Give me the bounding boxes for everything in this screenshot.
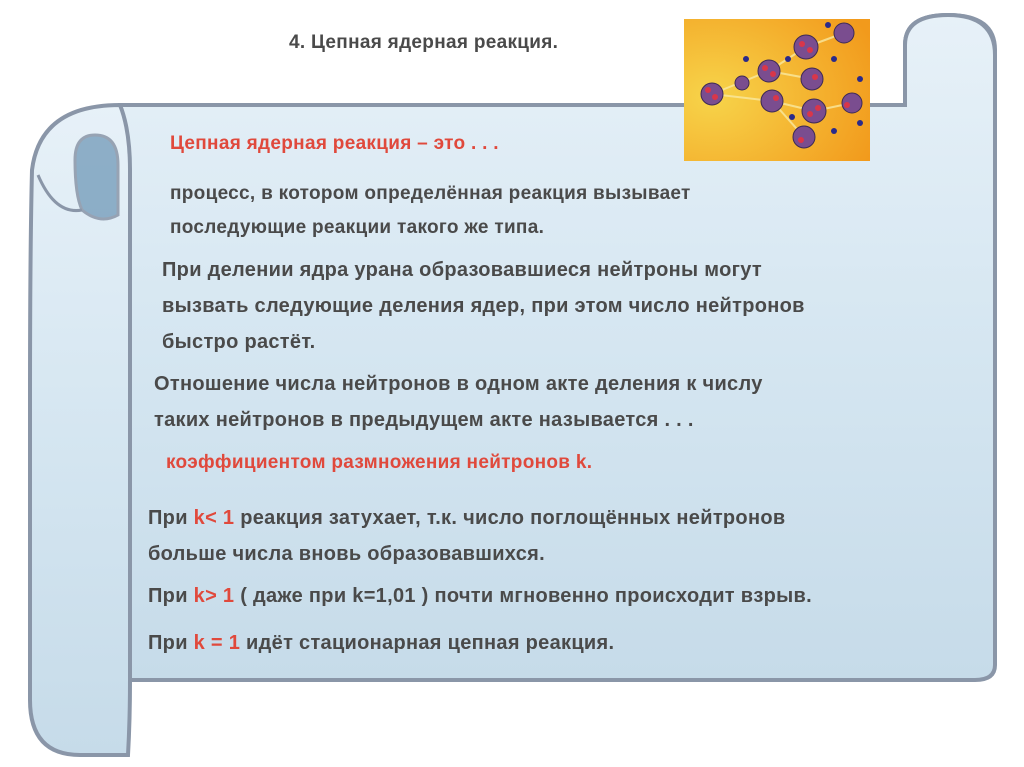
fission-paragraph	[162, 252, 805, 360]
k-more-prefix: При	[148, 585, 194, 607]
k-less-rest: реакция затухает, т.к. число поглощённых нейтронов	[234, 507, 786, 529]
k-less-line-2: больше числа вновь образовавшихся.	[148, 543, 545, 565]
fission-line-3: быстро растёт.	[162, 331, 316, 353]
coefficient-answer: коэффициентом размножения нейтронов k.	[166, 452, 593, 473]
ratio-paragraph	[154, 366, 763, 438]
ratio-line-1: Отношение числа нейтронов в одном акте деления к числу	[154, 373, 763, 395]
k-more-condition: k> 1	[193, 585, 235, 607]
ratio-line-2: таких нейтронов в предыдущем акте называется . . .	[154, 409, 694, 431]
definition-heading: Цепная ядерная реакция – это . . .	[170, 133, 499, 154]
k-less-condition: k< 1	[193, 507, 235, 529]
k-less-prefix: При	[148, 507, 194, 529]
k-less-than-one-paragraph	[148, 500, 785, 572]
definition-line-2: последующие реакции такого же типа.	[170, 217, 545, 238]
definition-line-1: процесс, в котором определённая реакция вызывает	[170, 183, 691, 204]
k-one-condition: k = 1	[193, 632, 241, 654]
k-more-rest: ( даже при k=1,01 ) почти мгновенно происходит взрыв.	[234, 585, 812, 607]
k-greater-than-one-paragraph	[148, 578, 812, 614]
fission-line-2: вызвать следующие деления ядер, при этом число нейтронов	[162, 295, 805, 317]
fission-line-1: При делении ядра урана образовавшиеся нейтроны могут	[162, 259, 762, 281]
k-equals-one-paragraph	[148, 625, 614, 661]
k-one-rest: идёт стационарная цепная реакция.	[240, 632, 615, 654]
slide-title: 4. Цепная ядерная реакция.	[289, 32, 559, 53]
k-less-line-1	[148, 500, 785, 536]
k-one-prefix: При	[148, 632, 194, 654]
chain-reaction-illustration	[684, 19, 870, 161]
definition-text	[170, 177, 691, 245]
